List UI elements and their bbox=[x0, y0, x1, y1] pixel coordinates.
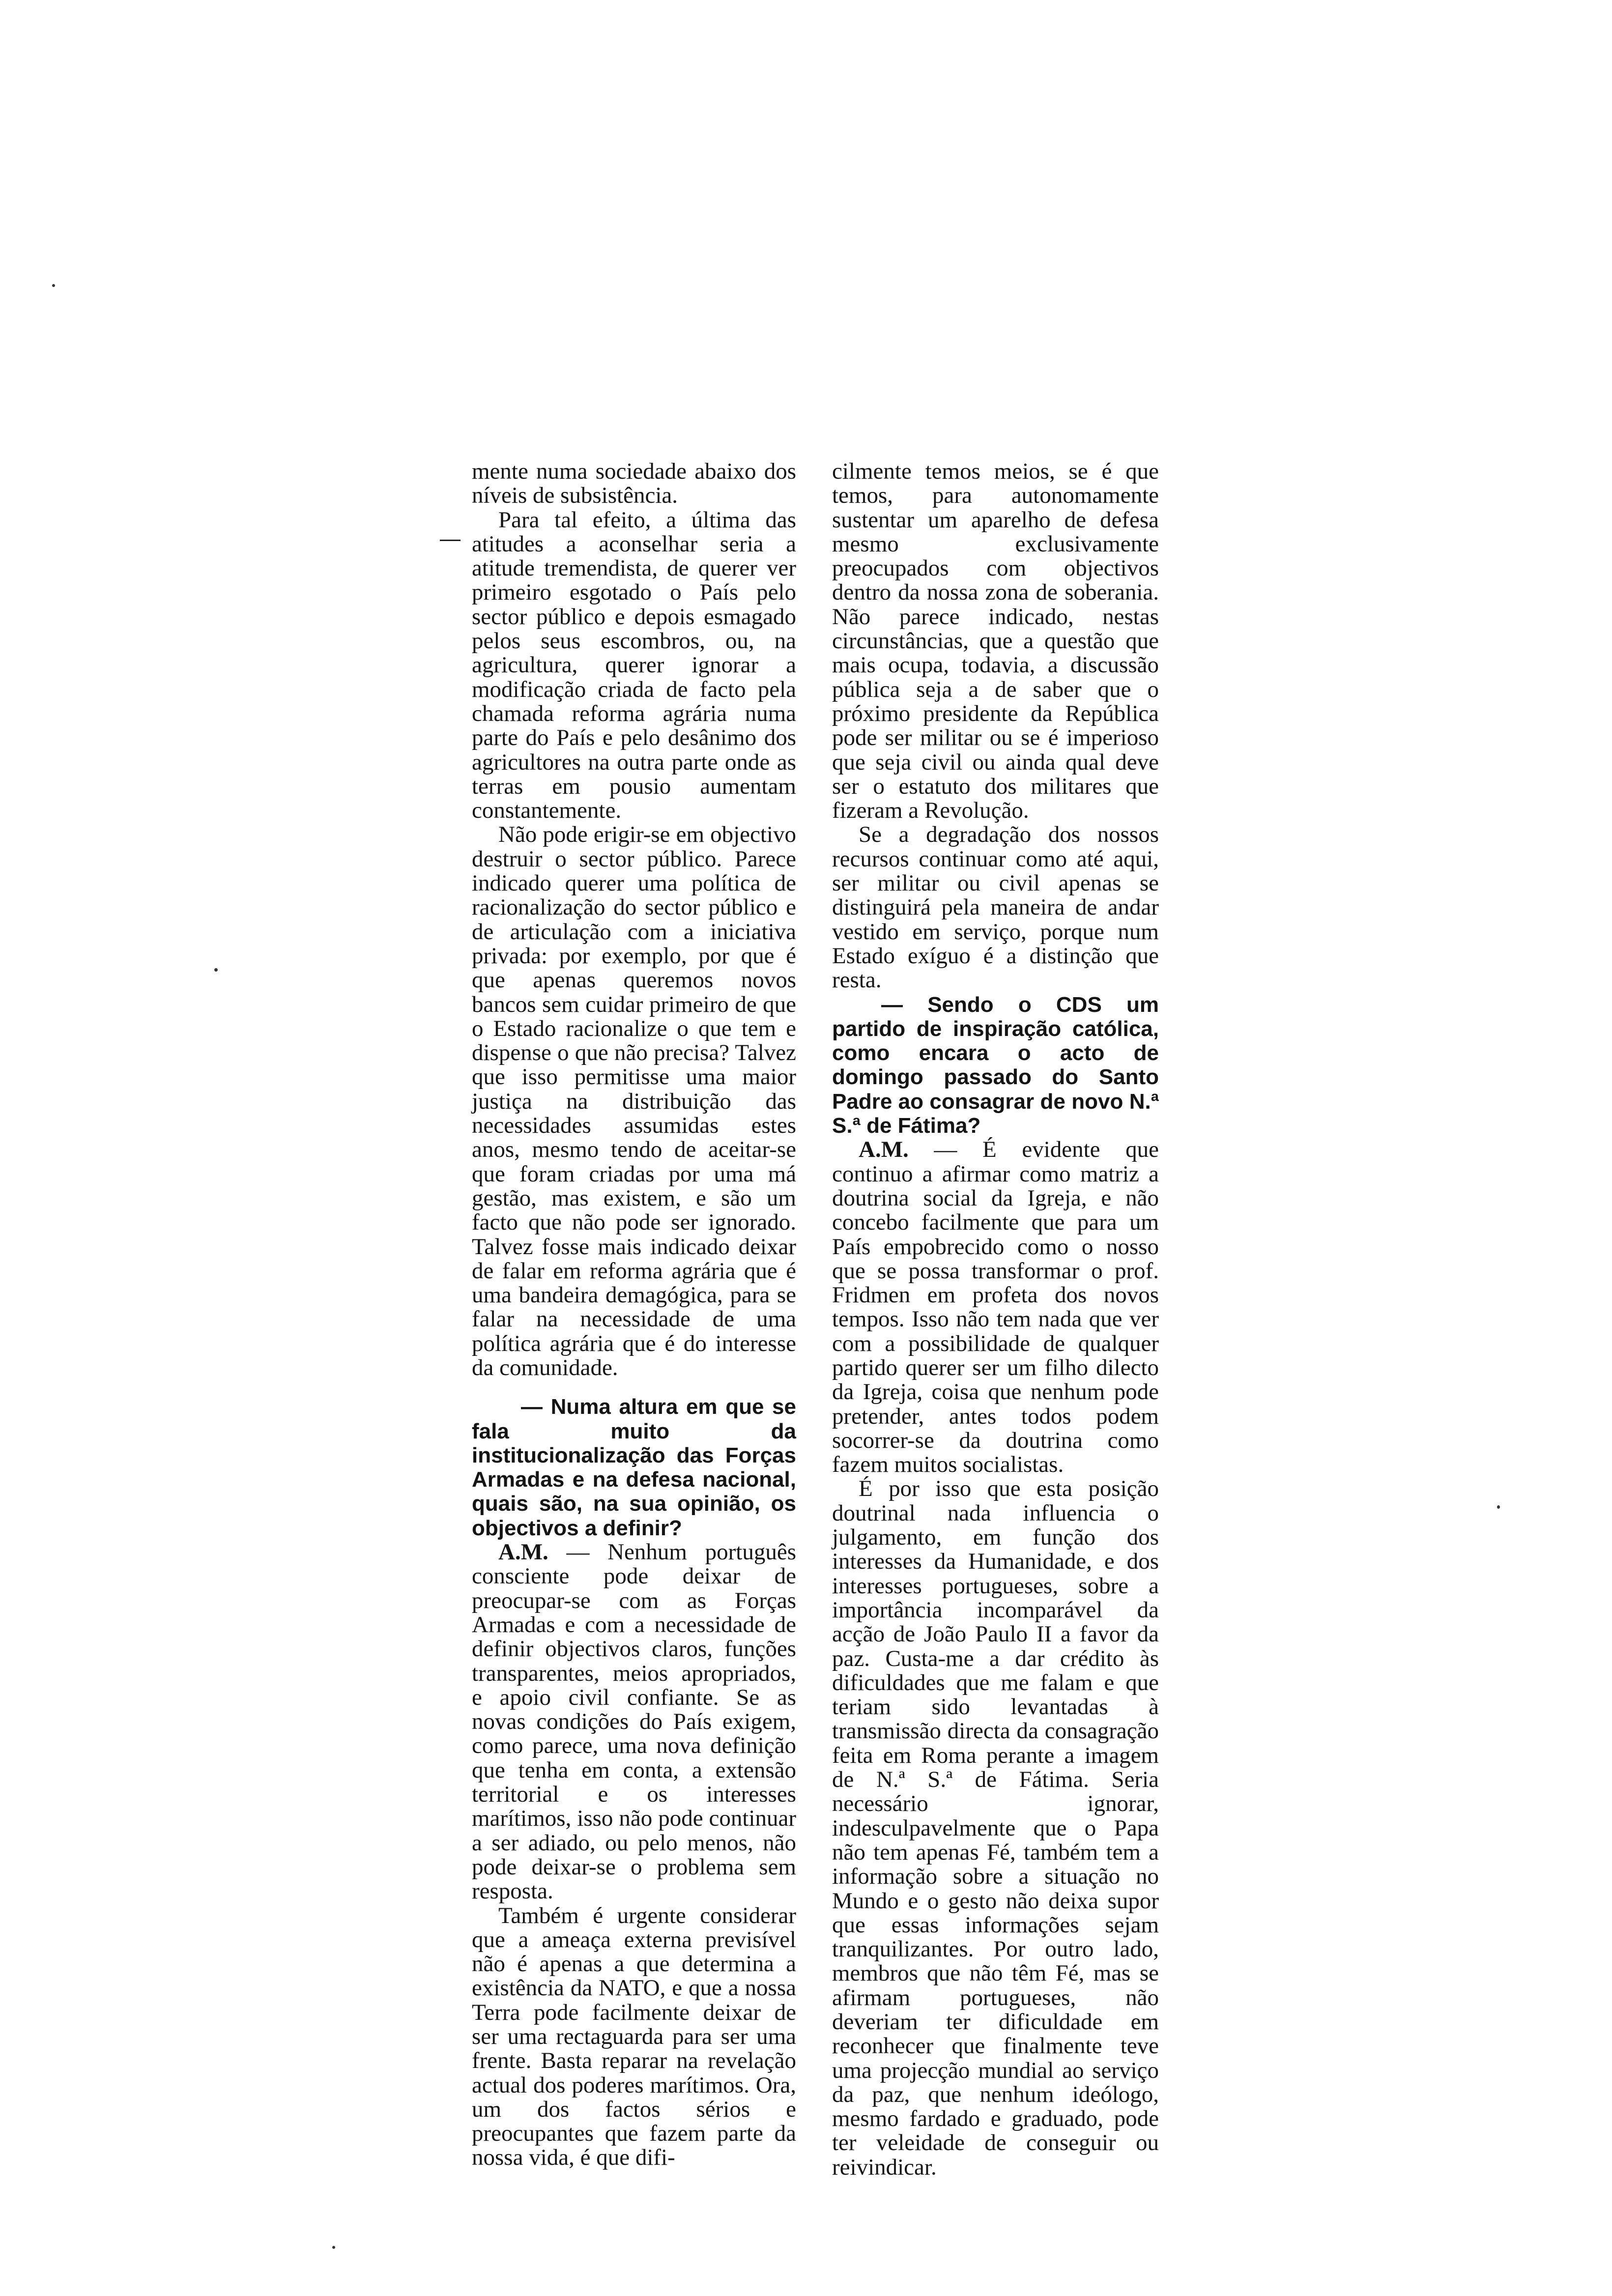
speaker-label: A.M. bbox=[498, 1539, 548, 1565]
answer-text: — É evidente que continuo a afirmar como matriz a doutrina social da Igreja, e não concebo facilmente que para um País empobrecido como o nosso que se possa transformar o prof. Fridmen em profeta dos novos tempos. Isso não tem nada que ver com a possibilidade de qualquer partido querer ser um filho dilecto da Igreja, coisa que nenhum pode pretender, antes todos podem socorrer-se da doutrina como fazem muitos socialistas. bbox=[832, 1137, 1159, 1478]
interview-question: — Numa altura em que se fala muito da institucionalização das Forças Armadas e na defesa nacional, quais são, na sua opinião, os objectivos a definir? bbox=[472, 1395, 796, 1540]
interview-answer bbox=[472, 1540, 796, 1903]
paragraph: É por isso que esta posição doutrinal nada influencia o julgamento, em função dos interesses da Humanidade, e dos interesses portugueses, sobre a importância incomparável da acção de João Paulo II a favor da paz. Custa-me a dar crédito às dificuldades que me falam e que teriam sido levantadas à transmissão directa da consagração feita em Roma perante a imagem de N.ª S.ª de Fátima. Seria necessário ignorar, indesculpavelmente que o Papa não tem apenas Fé, também tem a informação sobre a situação no Mundo e o gesto não deixa supor que essas informações sejam tranquilizantes. Por outro lado, membros que não têm Fé, mas se afirmam portugueses, não deveriam ter dificuldade em reconhecer que finalmente teve uma projecção mundial ao serviço da paz, que nenhum ideólogo, mesmo fardado e graduado, pode ter veleidade de conseguir ou reivindicar. bbox=[832, 1476, 1159, 2180]
interview-question: — Sendo o CDS um partido de inspiração católica, como encara o acto de domingo passado do Santo Padre ao consagrar de novo N.ª S.ª de Fátima? bbox=[832, 992, 1159, 1138]
scan-speck bbox=[214, 968, 218, 972]
paragraph: cilmente temos meios, se é que temos, para autonomamente sustentar um aparelho de defesa mesmo exclusivamente preocupados com objectivos dentro da nossa zona de soberania. Não parece indicado, nestas circunstâncias, que a questão que mais ocupa, todavia, a discussão pública seja a de saber que o próximo presidente da República pode ser militar ou se é imperioso que seja civil ou ainda qual deve ser o estatuto dos militares que fizeram a Revolução. bbox=[832, 459, 1159, 824]
paragraph: Não pode erigir-se em objectivo destruir o sector público. Parece indicado querer uma política de racionalização do sector público e de articulação com a iniciativa privada: por exemplo, por que é que apenas queremos novos bancos sem cuidar primeiro de que o Estado racionalize o que tem e dispense o que não precisa? Talvez que isso permitisse uma maior justiça na distribuição das necessidades assumidas estes anos, mesmo tendo de aceitar-se que foram criadas por uma má gestão, mas existem, e são um facto que não pode ser ignorado. Talvez fosse mais indicado deixar de falar em reforma agrária que é uma bandeira demagógica, para se falar na necessidade de uma política agrária que é do interesse da comunidade. bbox=[472, 822, 796, 1380]
scan-speck bbox=[52, 284, 55, 287]
margin-mark bbox=[440, 540, 461, 541]
paragraph: Se a degradação dos nossos recursos continuar como até aqui, ser militar ou civil apenas se distinguirá pela maneira de andar vestido em serviço, porque num Estado exíguo é a distinção que resta. bbox=[832, 822, 1159, 993]
article-column-left bbox=[472, 459, 796, 2170]
paragraph: mente numa sociedade abaixo dos níveis de subsistência. bbox=[472, 459, 796, 509]
paragraph: Para tal efeito, a última das atitudes a aconselhar seria a atitude tremendista, de querer ver primeiro esgotado o País pelo sector público e depois esmagado pelos seus escombros, ou, na agricultura, querer ignorar a modificação criada de facto pela chamada reforma agrária numa parte do País e pelo desânimo dos agricultores na outra parte onde as terras em pousio aumentam constantemente. bbox=[472, 507, 796, 824]
scan-speck bbox=[1497, 1505, 1500, 1509]
answer-text: — Nenhum português consciente pode deixar de preocupar-se com as Forças Armadas e com a necessidade de definir objectivos claros, funções transparentes, meios apropriados, e apoio civil confiante. Se as novas condições do País exigem, como parece, uma nova definição que tenha em conta, a extensão territorial e os interesses marítimos, isso não pode continuar a ser adiado, ou pelo menos, não pode deixar-se o problema sem resposta. bbox=[472, 1539, 796, 1904]
speaker-label: A.M. bbox=[859, 1137, 909, 1163]
scan-speck bbox=[332, 2246, 335, 2249]
paragraph: Também é urgente considerar que a ameaça externa previsível não é apenas a que determina a existência da NATO, e que a nossa Terra pode facilmente deixar de ser uma rectaguarda para ser uma frente. Basta reparar na revelação actual dos poderes marítimos. Ora, um dos factos sérios e preocupantes que fazem parte da nossa vida, é que difi- bbox=[472, 1902, 796, 2171]
interview-answer bbox=[832, 1138, 1159, 1477]
article-column-right bbox=[832, 459, 1159, 2180]
